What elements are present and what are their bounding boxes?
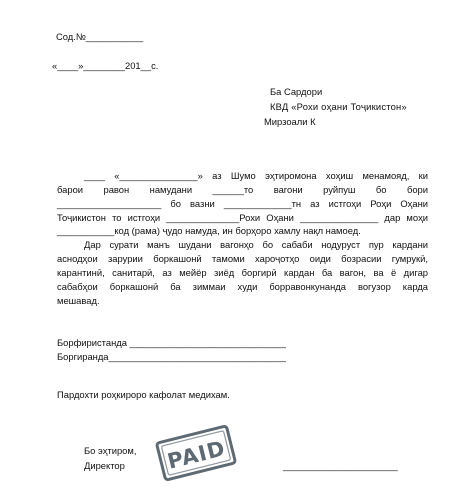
body-line: Тоҷикистон то истгоҳи ______________Рохи Оҳани _______________ дар моҳи bbox=[57, 212, 428, 223]
signature-line: ______________________ bbox=[283, 460, 398, 471]
body-line: карантинӣ, санитарӣ, аз мейёр зиёд боргирӣ кардан ба вагон, ва ё дигар bbox=[57, 267, 428, 278]
body-line: аснодҳои зарурии боркашонӣ тамоми хароҷотҳо оиди бозрасии гумрукӣ, bbox=[57, 253, 428, 264]
body-line: Дар сурати манъ шудани вагонҳо бо сабаби нодуруст пур кардани bbox=[84, 239, 428, 250]
addressee-line: Мирзоали К bbox=[264, 116, 316, 127]
body-line: мешавад. bbox=[57, 295, 100, 306]
stamp-text: PAID bbox=[164, 436, 228, 474]
director-label: Директор bbox=[84, 460, 125, 471]
document-number: Сод.№___________ bbox=[56, 31, 144, 42]
sender-field: Борфиристанда ______________________________ bbox=[57, 337, 286, 348]
body-line: ____________________ бо вазни _____________тн аз истгоҳи Роҳи Оҳани bbox=[57, 198, 428, 209]
addressee-line: Ба Сардори bbox=[270, 86, 323, 97]
body-line: ___________код (рама) ҷудо намуда, ин борҳоро хамлу нақл намоед. bbox=[57, 225, 361, 236]
body-line: ____ «_______________» аз Шумо эҳтиромона хоҳиш менамояд, ки bbox=[84, 170, 428, 181]
receiver-field: Боргиранда__________________________________ bbox=[57, 351, 286, 362]
body-line: сабабҳои боркашонӣ ба зиммаи худи борравонкунанда вогузор карда bbox=[57, 281, 428, 292]
payment-guarantee: Пардохти роҳкироро кафолат медихам. bbox=[57, 389, 230, 400]
closing-respect: Бо эҳтиром, bbox=[84, 445, 137, 456]
document-date: «____»________201__с. bbox=[52, 60, 159, 71]
paid-stamp bbox=[154, 423, 238, 482]
addressee-line: КВД «Рохи оҳани Тоҷикистон» bbox=[270, 101, 407, 112]
body-line: барои равон намудани ______то вагони руйпуш бо бори bbox=[57, 184, 428, 195]
